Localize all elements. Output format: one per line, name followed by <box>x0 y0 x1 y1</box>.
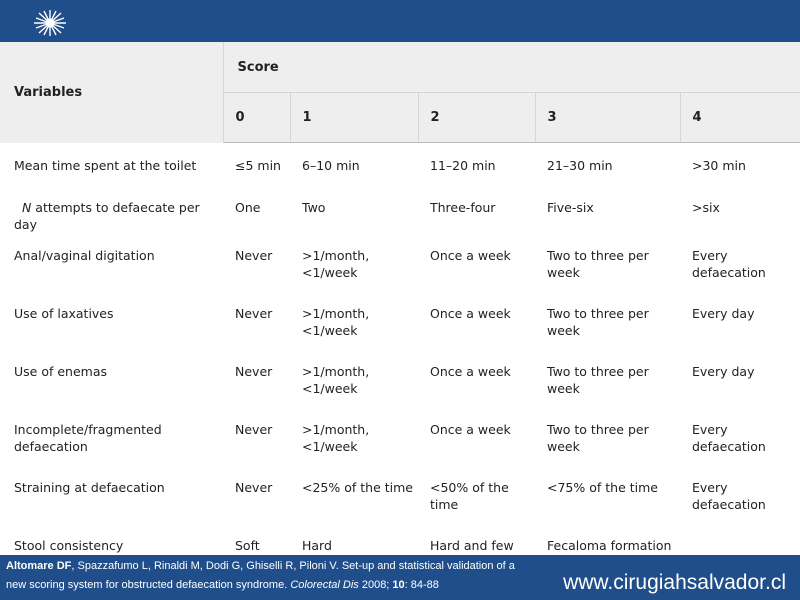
citation-journal: Colorectal Dis <box>290 579 359 591</box>
score-cell: >1/month, <1/week <box>302 248 370 280</box>
variables-header: Variables <box>0 42 223 143</box>
score-cell: Hard <box>302 538 332 553</box>
score-cell: Every defaecation <box>692 248 766 280</box>
score-cell <box>680 523 800 555</box>
score-cell: 11–20 min <box>430 158 496 173</box>
score-cell: ≤5 min <box>235 158 281 173</box>
variable-text: attempts to defaecate per day <box>14 200 200 232</box>
variable-text: Straining at defaecation <box>14 480 165 495</box>
table-row <box>0 349 800 407</box>
variable-label <box>0 233 223 291</box>
score-cell: >1/month, <1/week <box>302 364 370 396</box>
score-cell: Never <box>235 422 273 437</box>
score-column-3: 3 <box>535 93 680 143</box>
starburst-logo-icon <box>28 8 72 38</box>
citation-pages: : 84-88 <box>404 579 439 591</box>
table-row <box>0 233 800 291</box>
table-row <box>0 407 800 465</box>
citation-author: Altomare DF <box>6 560 72 572</box>
score-cell: <50% of the time <box>430 480 509 512</box>
score-cell: Never <box>235 364 273 379</box>
score-column-1: 1 <box>290 93 418 143</box>
score-cell: <75% of the time <box>547 480 658 495</box>
variable-label <box>0 349 223 407</box>
scoring-table-container <box>0 42 800 555</box>
variable-label <box>0 291 223 349</box>
score-cell: >30 min <box>692 158 746 173</box>
score-cell: >1/month, <1/week <box>302 306 370 338</box>
score-cell: >six <box>692 200 720 215</box>
score-cell: Never <box>235 480 273 495</box>
table-row <box>0 523 800 555</box>
variable-text: Use of enemas <box>14 364 107 379</box>
variable-label <box>0 465 223 523</box>
variable-text: Stool consistency <box>14 538 124 553</box>
score-cell: Never <box>235 248 273 263</box>
score-cell: >1/month, <1/week <box>302 422 370 454</box>
variable-label <box>0 407 223 465</box>
score-cell: Every defaecation <box>692 422 766 454</box>
score-column-4: 4 <box>680 93 800 143</box>
variable-prefix: N <box>21 200 32 215</box>
variable-text: Mean time spent at the toilet <box>14 157 197 173</box>
score-cell: Two to three per week <box>547 248 649 280</box>
score-cell: Two <box>302 200 326 215</box>
score-cell: Once a week <box>430 364 511 379</box>
table-row <box>0 291 800 349</box>
score-cell: Two to three per week <box>547 306 649 338</box>
table-row <box>0 185 800 233</box>
citation-volume: 10 <box>392 579 405 591</box>
footer-bar <box>0 555 800 600</box>
variable-text: Anal/vaginal digitation <box>14 248 155 263</box>
table-row <box>0 143 800 186</box>
score-cell: Once a week <box>430 422 511 437</box>
score-cell: Three-four <box>430 200 496 215</box>
score-cell: Soft <box>235 538 260 553</box>
score-cell: <25% of the time <box>302 480 413 495</box>
score-cell: Two to three per week <box>547 422 649 454</box>
citation-year: 2008; <box>358 579 393 591</box>
score-cell: Hard and few <box>430 538 514 553</box>
score-header: Score <box>223 42 800 93</box>
score-cell: Every day <box>692 306 755 321</box>
score-cell: Every defaecation <box>692 480 766 512</box>
score-cell: Five-six <box>547 200 594 215</box>
score-cell: Never <box>235 306 273 321</box>
score-cell: Two to three per week <box>547 364 649 396</box>
score-column-0: 0 <box>223 93 290 143</box>
variable-text: Incomplete/fragmented defaecation <box>14 422 162 454</box>
variable-text: Use of laxatives <box>14 306 114 321</box>
header-bar <box>0 0 800 42</box>
variable-label <box>0 143 223 186</box>
score-cell: Fecaloma formation <box>547 538 672 553</box>
score-cell: Once a week <box>430 306 511 321</box>
score-cell: 6–10 min <box>302 158 360 173</box>
score-cell: Every day <box>692 364 755 379</box>
citation-text: , Spazzafumo L, Rinaldi M, Dodi G, Ghiselli R, Piloni V. Set-up and statistical validation of a new scoring system for obstructed defaecation syndrome. <box>6 560 515 591</box>
score-cell: 21–30 min <box>547 158 613 173</box>
website-link[interactable]: www.cirugiahsalvador.cl <box>563 571 786 594</box>
variable-label <box>0 523 223 555</box>
score-cell: One <box>235 200 261 215</box>
score-cell: Once a week <box>430 248 511 263</box>
variable-label <box>0 185 223 233</box>
score-column-2: 2 <box>418 93 535 143</box>
scoring-table <box>0 42 800 555</box>
citation <box>6 557 526 595</box>
table-row <box>0 465 800 523</box>
